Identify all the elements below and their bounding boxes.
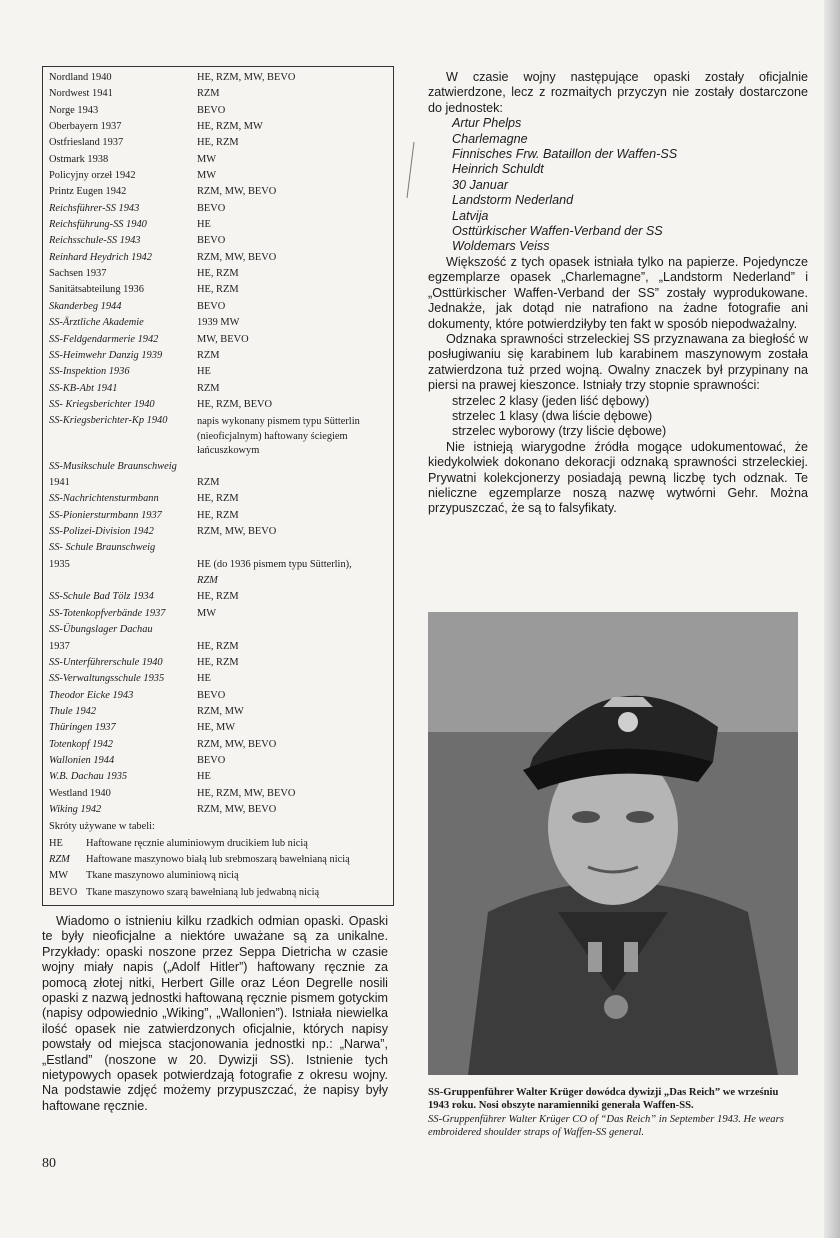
table-row [43,168,393,184]
table-row [43,737,393,753]
table-cell-value: BEVO [197,235,226,247]
list-item: Artur Phelps [452,116,522,131]
intro-paragraph: W czasie wojny następujące opaski zostały oficjalnie zatwierdzone, lecz z rozmaitych przyczyn nie zostały dostarczone do jednostek: [428,70,808,115]
table-cell-name: 1941 [49,477,70,489]
table-cell-name: Ostmark 1938 [49,153,109,165]
table-cell-value: RZM [197,349,220,361]
table-row-ubungslager: SS-Übungslager Dachau [49,624,153,636]
table-cell-name: SS-Feldgendarmerie 1942 [49,333,159,345]
table-cell-name: SS-Nachrichtensturmbann [49,493,159,505]
table-cell-name: SS-Totenkopfverbände 1937 [49,607,166,619]
table-cell-name: SS-Heimwehr Danzig 1939 [49,349,163,361]
table-row [43,769,393,785]
table-row [43,753,393,769]
table-row [43,381,393,397]
table-cell-value: 1939 MW [197,317,240,329]
table-row [43,491,393,507]
table-row [43,119,393,135]
page-edge-shadow [824,0,840,1238]
table-row [43,70,393,86]
table-cell-value: HE, RZM [197,509,239,521]
legend-description: Tkane maszynowo aluminiową nicią [86,870,239,882]
table-cell-value: MW [197,170,217,182]
table-row [43,413,393,459]
table-row [43,348,393,364]
table-row [43,103,393,119]
legend-list [43,836,393,901]
table-cell-name: SS-Pioniersturmbann 1937 [49,509,162,521]
legend-item [43,885,393,901]
legend-description: Haftowane maszynowo białą lub srebmoszarą bawełnianą nicią [86,853,350,865]
table-cell-name: SS-Unterführerschule 1940 [49,656,163,668]
table-row [43,573,393,589]
table-cell-value: napis wykonany pismem typu Sütterlin (nieoficjalnym) haftowany ściegiem łańcuszkowym [197,416,360,457]
table-cell-value: HE, RZM [197,640,239,652]
table-cell-value: MW [197,607,217,619]
table-cell-value: HE, RZM [197,137,239,149]
photo-caption [428,1086,792,1140]
table-cell-value: HE, RZM [197,268,239,280]
list-item: Landstorm Nederland [452,193,574,208]
table-row [43,606,393,622]
list-item: Woldemars Veiss [452,239,550,254]
list-item: 30 Januar [452,177,509,192]
table-cell-value: BEVO [197,300,226,312]
table-cell-value: HE [197,366,211,378]
table-cell-name [43,573,197,589]
table-row [43,282,393,298]
list-item: strzelec 2 klasy (jeden liść dębowy) [452,393,650,408]
paragraph-4: Nie istnieją wiarygodne źródła mogące udokumentować, że kiedykolwiek dokonano dekoracji odznaką sprawności strzeleckiej. Prywatni kolekcjonerzy posiadają pewną liczbę tych odznak. Te nieliczne egzemplarze noszą nazwę wytwórni Gehr. Można przypuszczać, że są to falsyfikaty. [428,439,808,516]
table-cell-name: Westland 1940 [49,787,111,799]
portrait-photo [428,612,798,1075]
table-rows-group-1 [43,70,393,459]
table-cell-value: HE [197,673,211,685]
table-cell-name: Wallonien 1944 [49,754,115,766]
legend-code: BEVO [49,886,78,898]
table-cell-name: SS-Kriegsberichter-Kp 1940 [49,415,168,427]
table-row [43,217,393,233]
table-cell-value: HE, MW [197,722,236,734]
table-cell-value: HE, RZM, MW, BEVO [197,787,296,799]
table-rows-group-2 [43,475,393,540]
pencil-mark [404,140,416,200]
table-cell-name: Nordland 1940 [49,72,112,83]
table-row [43,524,393,540]
list-item: Latvija [452,208,489,223]
table-cell-value: BEVO [197,689,226,701]
table-cell-value: RZM, MW, BEVO [197,251,277,263]
table-cell-name: Wiking 1942 [49,803,102,815]
table-row [43,704,393,720]
table-cell-value: RZM, MW, BEVO [197,803,277,815]
caption-english: SS-Gruppenführer Walter Krüger CO of “Das Reich” in September 1943. He wears embroidered shoulder straps of Waffen-SS general. [428,1113,784,1139]
table-cell-name: Sachsen 1937 [49,268,107,280]
table-cell-name: SS-Inspektion 1936 [49,366,130,378]
table-row [43,802,393,818]
table-cell-name: Ostfriesland 1937 [49,137,124,149]
legend-code: RZM [49,853,70,865]
table-cell-value: RZM, MW [197,705,244,717]
table-cell-value: HE, RZM, BEVO [197,398,273,410]
table-cell-value: BEVO [197,104,226,116]
table-row [43,589,393,605]
list-item: strzelec 1 klasy (dwa liście dębowe) [452,408,653,423]
table-row [43,639,393,655]
table-cell-name: SS-Schule Bad Tölz 1934 [49,591,154,603]
table-cell-name: Theodor Eicke 1943 [49,689,134,701]
paragraph-3: Odznaka sprawności strzeleckiej SS przyznawana za biegłość w posługiwaniu się karabinem lub karabinem maszynowym została zatwierdzona tuż przed wojną. Owalny znaczek był przypinany na piersi na prawej kieszonce. Istniały trzy stopnie sprawności: [428,331,808,393]
table-cell-value: RZM, MW, BEVO [197,738,277,750]
table-cell-value: RZM [197,88,220,100]
table-cell-name: Reinhard Heydrich 1942 [49,251,152,263]
legend-item [43,868,393,884]
table-row [43,508,393,524]
list-item: strzelec wyborowy (trzy liście dębowe) [452,424,667,439]
list-item: Charlemagne [452,131,528,146]
table-row [43,475,393,491]
table-row [43,688,393,704]
paragraph-2: Większość z tych opasek istniała tylko na papierze. Pojedyncze egzemplarze opasek „Charlemagne”, „Landstorm Nederland” i „Osttürkischer Waffen-Verband der SS” zostały wyprodukowane. Jednakże, jak dotąd nie natrafiono na żadne fotografie ani dokumenty, które potwierdziłyby ten fakt w sposób niepodważalny. [428,254,808,331]
table-row [43,364,393,380]
table-cell-value: RZM [197,477,220,489]
table-row [43,557,393,573]
legend-title: Skróty używane w tabeli: [49,821,155,833]
table-cell-name: SS-Polizei-Division 1942 [49,526,154,538]
table-cell-name: Reichsführung-SS 1940 [49,219,147,231]
table-cell-value: RZM [197,382,220,394]
table-cell-name: Printz Eugen 1942 [49,186,127,198]
list-item: Heinrich Schuldt [452,162,544,177]
table-cell-value: RZM, MW, BEVO [197,186,277,198]
legend-item [43,852,393,868]
table-row [43,135,393,151]
table-rows-group-4 [43,639,393,819]
table-cell-name: Totenkopf 1942 [49,738,113,750]
table-row [43,299,393,315]
table-row [43,786,393,802]
table-row [43,397,393,413]
table-cell-value: HE, RZM, MW [197,121,263,133]
table-cell-name: Sanitätsabteilung 1936 [49,284,144,296]
table-cell-name: SS-Ärztliche Akademie [49,317,144,329]
table-cell-name: W.B. Dachau 1935 [49,771,128,783]
table-cell-name: Norge 1943 [49,104,99,116]
left-column [42,66,394,1114]
table-cell-value: HE, RZM [197,284,239,296]
table-cell-value: BEVO [197,754,226,766]
table-cell-name: Reichsschule-SS 1943 [49,235,141,247]
table-row [43,671,393,687]
table-cell-value: MW, BEVO [197,333,249,345]
table-cell-name: Policyjny orzeł 1942 [49,170,136,182]
table-cell-name: 1935 [49,558,70,570]
table-row [43,152,393,168]
unissued-armband-list [428,116,808,255]
table-row [43,201,393,217]
left-paragraph: Wiadomo o istnieniu kilku rzadkich odmian opaski. Opaski te były nieoficjalne a niektóre uważane są za unikalne. Przykłady: opaski noszone przez Seppa Dietricha w czasie wojny miały napis („Adolf Hitler”) haftowany ręcznie za pomocą złotej nitki, Herbert Gille oraz Léon Degrelle nosili opaski z nazwą jednostki haftowaną ręcznie pismem gotyckim (napisy odpowiednio „Wiking”, „Wallonien”). Istniała niewielka ilość opasek nie zatwierdzonych oficjalnie, których napisy powstały od miejsca stacjonowania jednostki np.: „Narwa”, „Estland” (noszone w 20. Dywizji SS). Istnienie tych nietypowych opasek potwierdzają fotografie z okresu wojny. Na podstawie zdjęć możemy przypuszczać, że napisy były haftowane ręcznie. [42,914,388,1113]
right-column [428,70,808,517]
table-row [43,233,393,249]
table-cell-name: 1937 [49,640,70,652]
table-cell-value: HE, RZM [197,656,239,668]
table-cell-value: RZM [197,575,218,587]
table-cell-value: HE (do 1936 pismem typu Sütterlin), [197,558,352,570]
table-cell-value: HE [197,219,211,231]
table-row [43,250,393,266]
list-item: Finnisches Frw. Bataillon der Waffen-SS [452,147,678,162]
table-cell-name: Thüringen 1937 [49,722,116,734]
table-cell-value: HE, RZM [197,493,239,505]
table-cell-value: RZM, MW, BEVO [197,526,277,538]
table-row-schule-braunschweig: SS- Schule Braunschweig [49,542,156,554]
armband-table [42,66,394,906]
table-row [43,184,393,200]
list-item: Osttürkischer Waffen-Verband der SS [452,224,663,239]
legend-description: Tkane maszynowo szarą bawełnianą lub jedwabną nicią [86,886,320,898]
table-cell-value: BEVO [197,202,226,214]
page-number: 80 [42,1156,56,1171]
table-cell-name: Oberbayern 1937 [49,121,122,133]
marksmanship-levels [428,394,808,440]
table-row [43,655,393,671]
table-cell-name: SS-Verwaltungsschule 1935 [49,673,165,685]
table-cell-name: Skanderbeg 1944 [49,300,122,312]
table-cell-name: Nordwest 1941 [49,88,113,100]
legend-code: MW [49,870,69,882]
table-row [43,720,393,736]
legend-description: Haftowane ręcznie aluminiowym drucikiem lub nicią [86,837,308,849]
table-row-musikschule: SS-Musikschule Braunschweig [49,460,177,472]
portrait-illustration [428,612,798,1075]
table-cell-name: SS- Kriegsberichter 1940 [49,398,155,410]
table-cell-value: HE, RZM, MW, BEVO [197,72,296,83]
legend-item [43,836,393,852]
table-row [43,332,393,348]
table-row [43,266,393,282]
table-cell-value: HE, RZM [197,591,239,603]
table-cell-name: SS-KB-Abt 1941 [49,382,118,394]
legend-code: HE [49,837,63,849]
table-rows-group-3 [43,589,393,622]
table-row [43,315,393,331]
table-row [43,86,393,102]
table-cell-name: Reichsführer-SS 1943 [49,202,140,214]
table-cell-name: Thule 1942 [49,705,97,717]
table-cell-value: HE [197,771,211,783]
caption-polish: SS-Gruppenführer Walter Krüger dowódca dywizji „Das Reich” we wrześniu 1943 roku. Nosi obszyte naramienniki generała Waffen-SS. [428,1087,779,1112]
table-cell-value: MW [197,153,217,165]
